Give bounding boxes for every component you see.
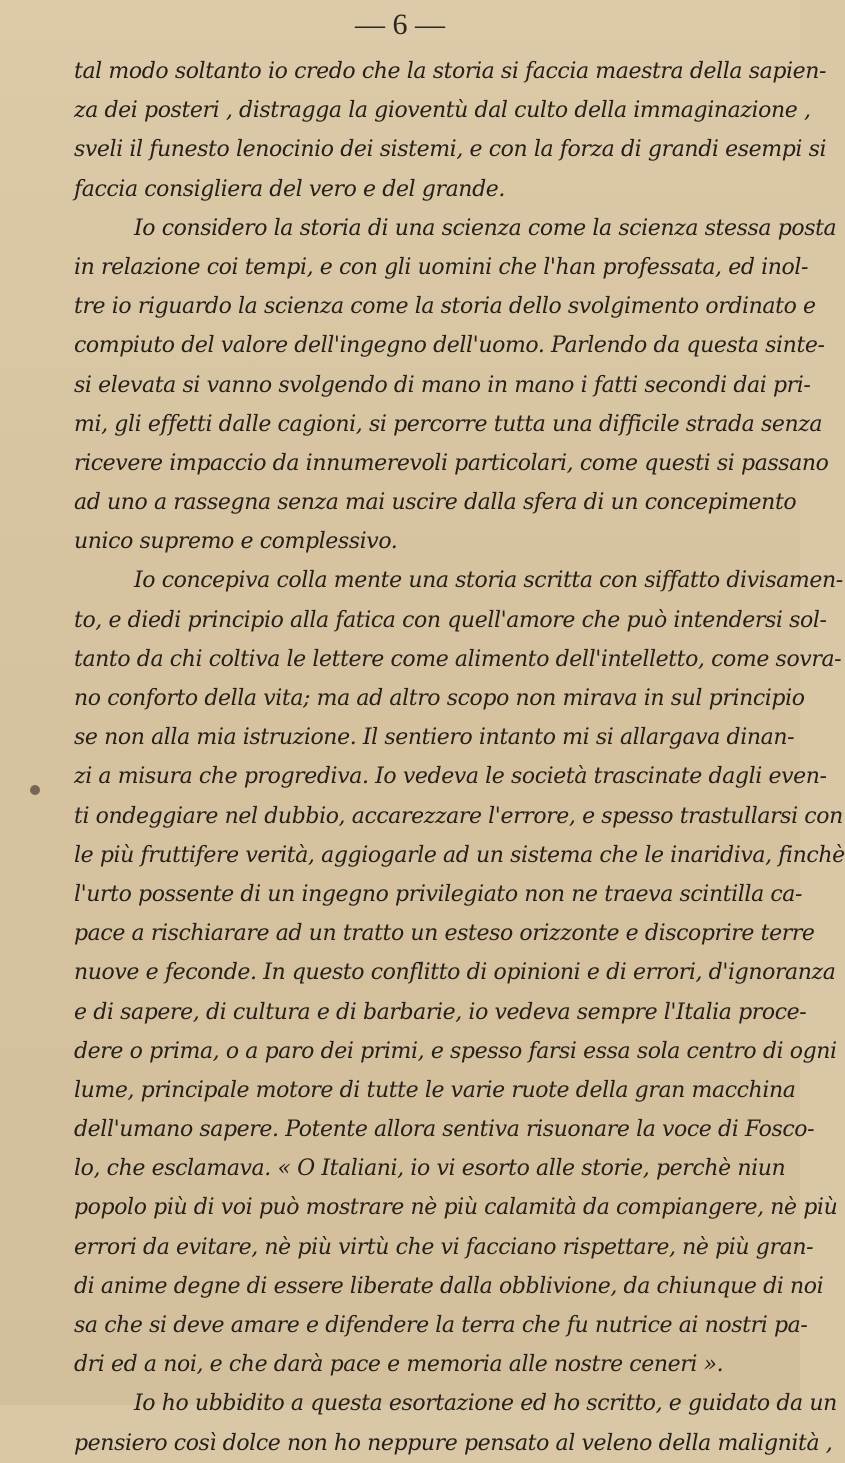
text-line: lo, che esclamava. « O Italiani, io vi esorto alle storie, perchè niun bbox=[74, 1156, 786, 1182]
text-line: tre io riguardo la scienza come la storia dello svolgimento ordinato e bbox=[74, 294, 816, 320]
text-line: compiuto del valore dell'ingegno dell'uomo. Parlendo da questa sinte- bbox=[74, 333, 825, 359]
text-line: si elevata si vanno svolgendo di mano in mano i fatti secondi dai pri- bbox=[74, 372, 811, 398]
text-line: zi a misura che progrediva. Io vedeva le società trascinate dagli even- bbox=[74, 764, 827, 790]
text-line: faccia consigliera del vero e del grande. bbox=[74, 176, 505, 202]
text-line: sa che si deve amare e difendere la terra che fu nutrice ai nostri pa- bbox=[74, 1313, 808, 1338]
text-line: tal modo soltanto io credo che la storia si faccia maestra della sapien- bbox=[74, 59, 827, 84]
text-line: se non alla mia istruzione. Il sentiero intanto mi si allargava dinan- bbox=[74, 725, 795, 751]
text-line: unico supremo e complessivo. bbox=[74, 529, 398, 555]
text-line: lume, principale motore di tutte le varie ruote della gran macchina bbox=[74, 1077, 796, 1103]
text-line: sveli il funesto lenocinio dei sistemi, e con la forza di grandi esempi si bbox=[74, 137, 827, 163]
text-line: Io concepiva colla mente una storia scritta con siffatto divisamen- bbox=[134, 568, 843, 594]
text-line: ad uno a rassegna senza mai uscire dalla sfera di un concepimento bbox=[74, 490, 797, 516]
text-line: ti ondeggiare nel dubbio, accarezzare l'errore, e spesso trastullarsi con bbox=[74, 803, 843, 829]
text-line: nuove e feconde. In questo conflitto di opinioni e di errori, d'ignoranza bbox=[74, 960, 836, 986]
text-line: in relazione coi tempi, e con gli uomini che l'han professata, ed inol- bbox=[74, 254, 809, 280]
text-line: dri ed a noi, e che darà pace e memoria alle nostre ceneri ». bbox=[74, 1352, 724, 1378]
text-line: to, e diedi principio alla fatica con quell'amore che può intendersi sol- bbox=[74, 607, 827, 633]
text-line: mi, gli effetti dalle cagioni, si percorre tutta una difficile strada senza bbox=[74, 411, 823, 437]
text-line: tanto da chi coltiva le lettere come alimento dell'intelletto, come sovra- bbox=[74, 646, 842, 672]
text-line: popolo più di voi può mostrare nè più calamità da compiangere, nè più bbox=[74, 1195, 838, 1221]
text-line: dere o prima, o a paro dei primi, e spesso farsi essa sola centro di ogni bbox=[74, 1038, 837, 1064]
text-line: ricevere impaccio da innumerevoli particolari, come questi si passano bbox=[74, 450, 829, 476]
ink-spot bbox=[30, 785, 40, 795]
text-line: Io considero la storia di una scienza come la scienza stessa posta bbox=[134, 215, 837, 241]
page-number: — 6 — bbox=[355, 8, 445, 41]
text-line: Io ho ubbidito a questa esortazione ed ho scritto, e guidato da un bbox=[134, 1391, 837, 1417]
text-line: dell'umano sapere. Potente allora sentiva risuonare la voce di Fosco- bbox=[74, 1117, 815, 1143]
text-line: e di sapere, di cultura e di barbarie, io vedeva sempre l'Italia proce- bbox=[74, 999, 807, 1025]
text-line: le più fruttifere verità, aggiogarle ad un sistema che le inaridiva, finchè bbox=[74, 842, 845, 868]
text-line: di anime degne di essere liberate dalla obblivione, da chiunque di noi bbox=[74, 1273, 824, 1299]
text-line: l'urto possente di un ingegno privilegiato non ne traeva scintilla ca- bbox=[74, 881, 803, 907]
text-line: errori da evitare, nè più virtù che vi facciano rispettare, nè più gran- bbox=[74, 1234, 814, 1260]
text-line: pensiero così dolce non ho neppure pensato al veleno della malignità , bbox=[74, 1430, 833, 1456]
text-line: no conforto della vita; ma ad altro scopo non mirava in sul principio bbox=[74, 686, 805, 711]
text-line: za dei posteri , distragga la gioventù dal culto della immaginazione , bbox=[74, 98, 811, 124]
body-text bbox=[74, 52, 845, 1463]
text-line: pace a rischiarare ad un tratto un esteso orizzonte e discoprire terre bbox=[74, 921, 815, 947]
